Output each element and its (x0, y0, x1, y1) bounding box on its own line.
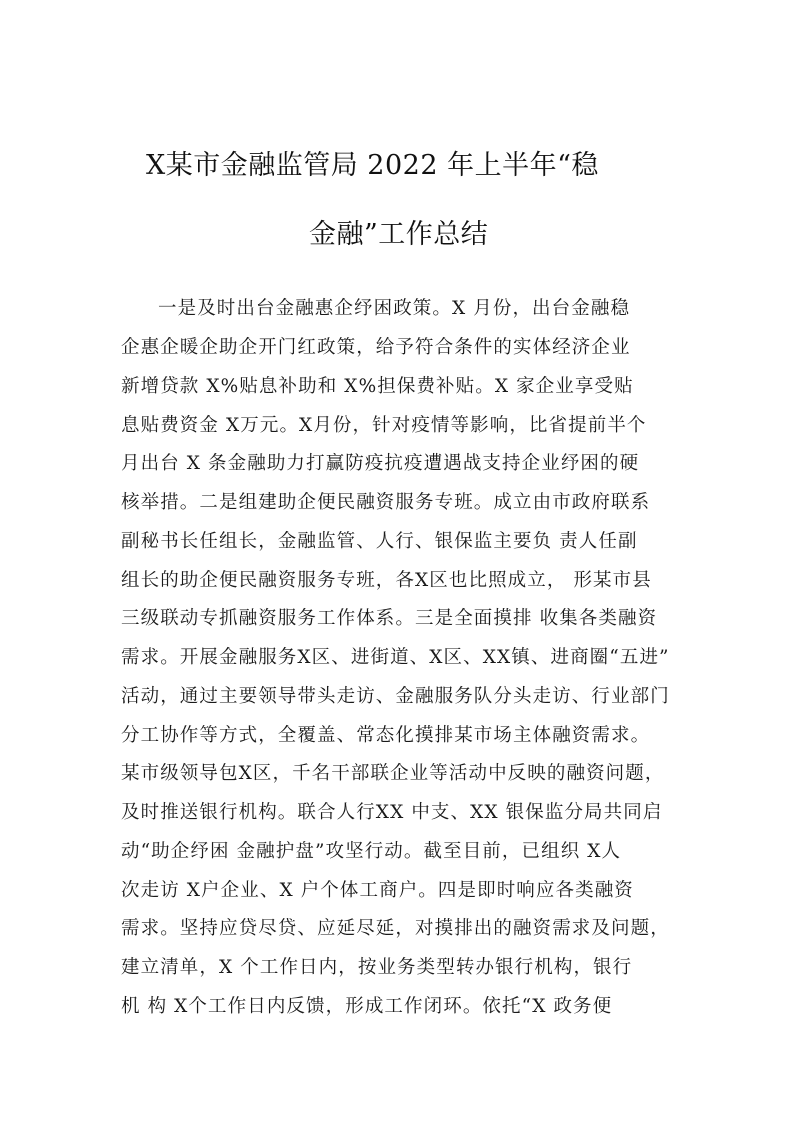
body-paragraph-line: 企惠企暖企助企开门红政策，给予符合条件的实体经济企业 (121, 337, 631, 358)
body-paragraph-line: 动“助企纾困 金融护盘”攻坚行动。截至目前，已组织 X人 (121, 841, 622, 862)
body-paragraph-line: 次走访 X户企业、X 户个体工商户。四是即时响应各类融资 (121, 880, 634, 901)
document-title-line-2: 金融”工作总结 (309, 219, 489, 250)
document-title-line-1: X某市金融监管局 2022 年上半年“稳 (146, 150, 599, 181)
body-paragraph-line: 核举措。二是组建助企便民融资服务专班。成立由市政府联系 (121, 492, 651, 513)
body-paragraph-line: 三级联动专抓融资服务工作体系。三是全面摸排 收集各类融资 (121, 608, 658, 629)
body-paragraph-line: 月出台 X 条金融助力打赢防疫抗疫遭遇战支持企业纾困的硬 (121, 453, 640, 474)
body-paragraph-line: 需求。坚持应贷尽贷、应延尽延，对摸排出的融资需求及问题， (121, 918, 670, 939)
body-paragraph-line: 需求。开展金融服务X区、进街道、X区、XX镇、进商圈“五进” (121, 647, 670, 668)
body-paragraph-line: 分工协作等方式，全覆盖、常态化摸排某市场主体融资需求。 (121, 725, 651, 746)
body-paragraph-line: 机 构 X个工作日内反馈，形成工作闭环。依托“X 政务便 (121, 996, 613, 1017)
body-paragraph-line: 活动，通过主要领导带头走访、金融服务队分头走访、行业部门 (121, 686, 670, 707)
body-paragraph-line: 息贴费资金 X万元。X月份，针对疫情等影响，比省提前半个 (121, 415, 647, 436)
body-paragraph-line: 副秘书长任组长，金融监管、人行、银保监主要负 责人任副 (121, 531, 638, 552)
body-paragraph-line: 新增贷款 X%贴息补助和 X%担保费补贴。X 家企业享受贴 (121, 376, 634, 397)
body-paragraph-line: 某市级领导包X区，千名干部联企业等活动中反映的融资问题， (121, 763, 665, 784)
body-paragraph-line: 一是及时出台金融惠企纾困政策。X 月份，出台金融稳 (158, 298, 631, 319)
body-paragraph-line: 组长的助企便民融资服务专班，各X区也比照成立， 形某市县 (121, 570, 652, 591)
body-paragraph-line: 及时推送银行机构。联合人行XX 中支、XX 银保监分局共同启 (121, 802, 663, 823)
body-paragraph-line: 建立清单，X 个工作日内，按业务类型转办银行机构，银行 (121, 957, 633, 978)
